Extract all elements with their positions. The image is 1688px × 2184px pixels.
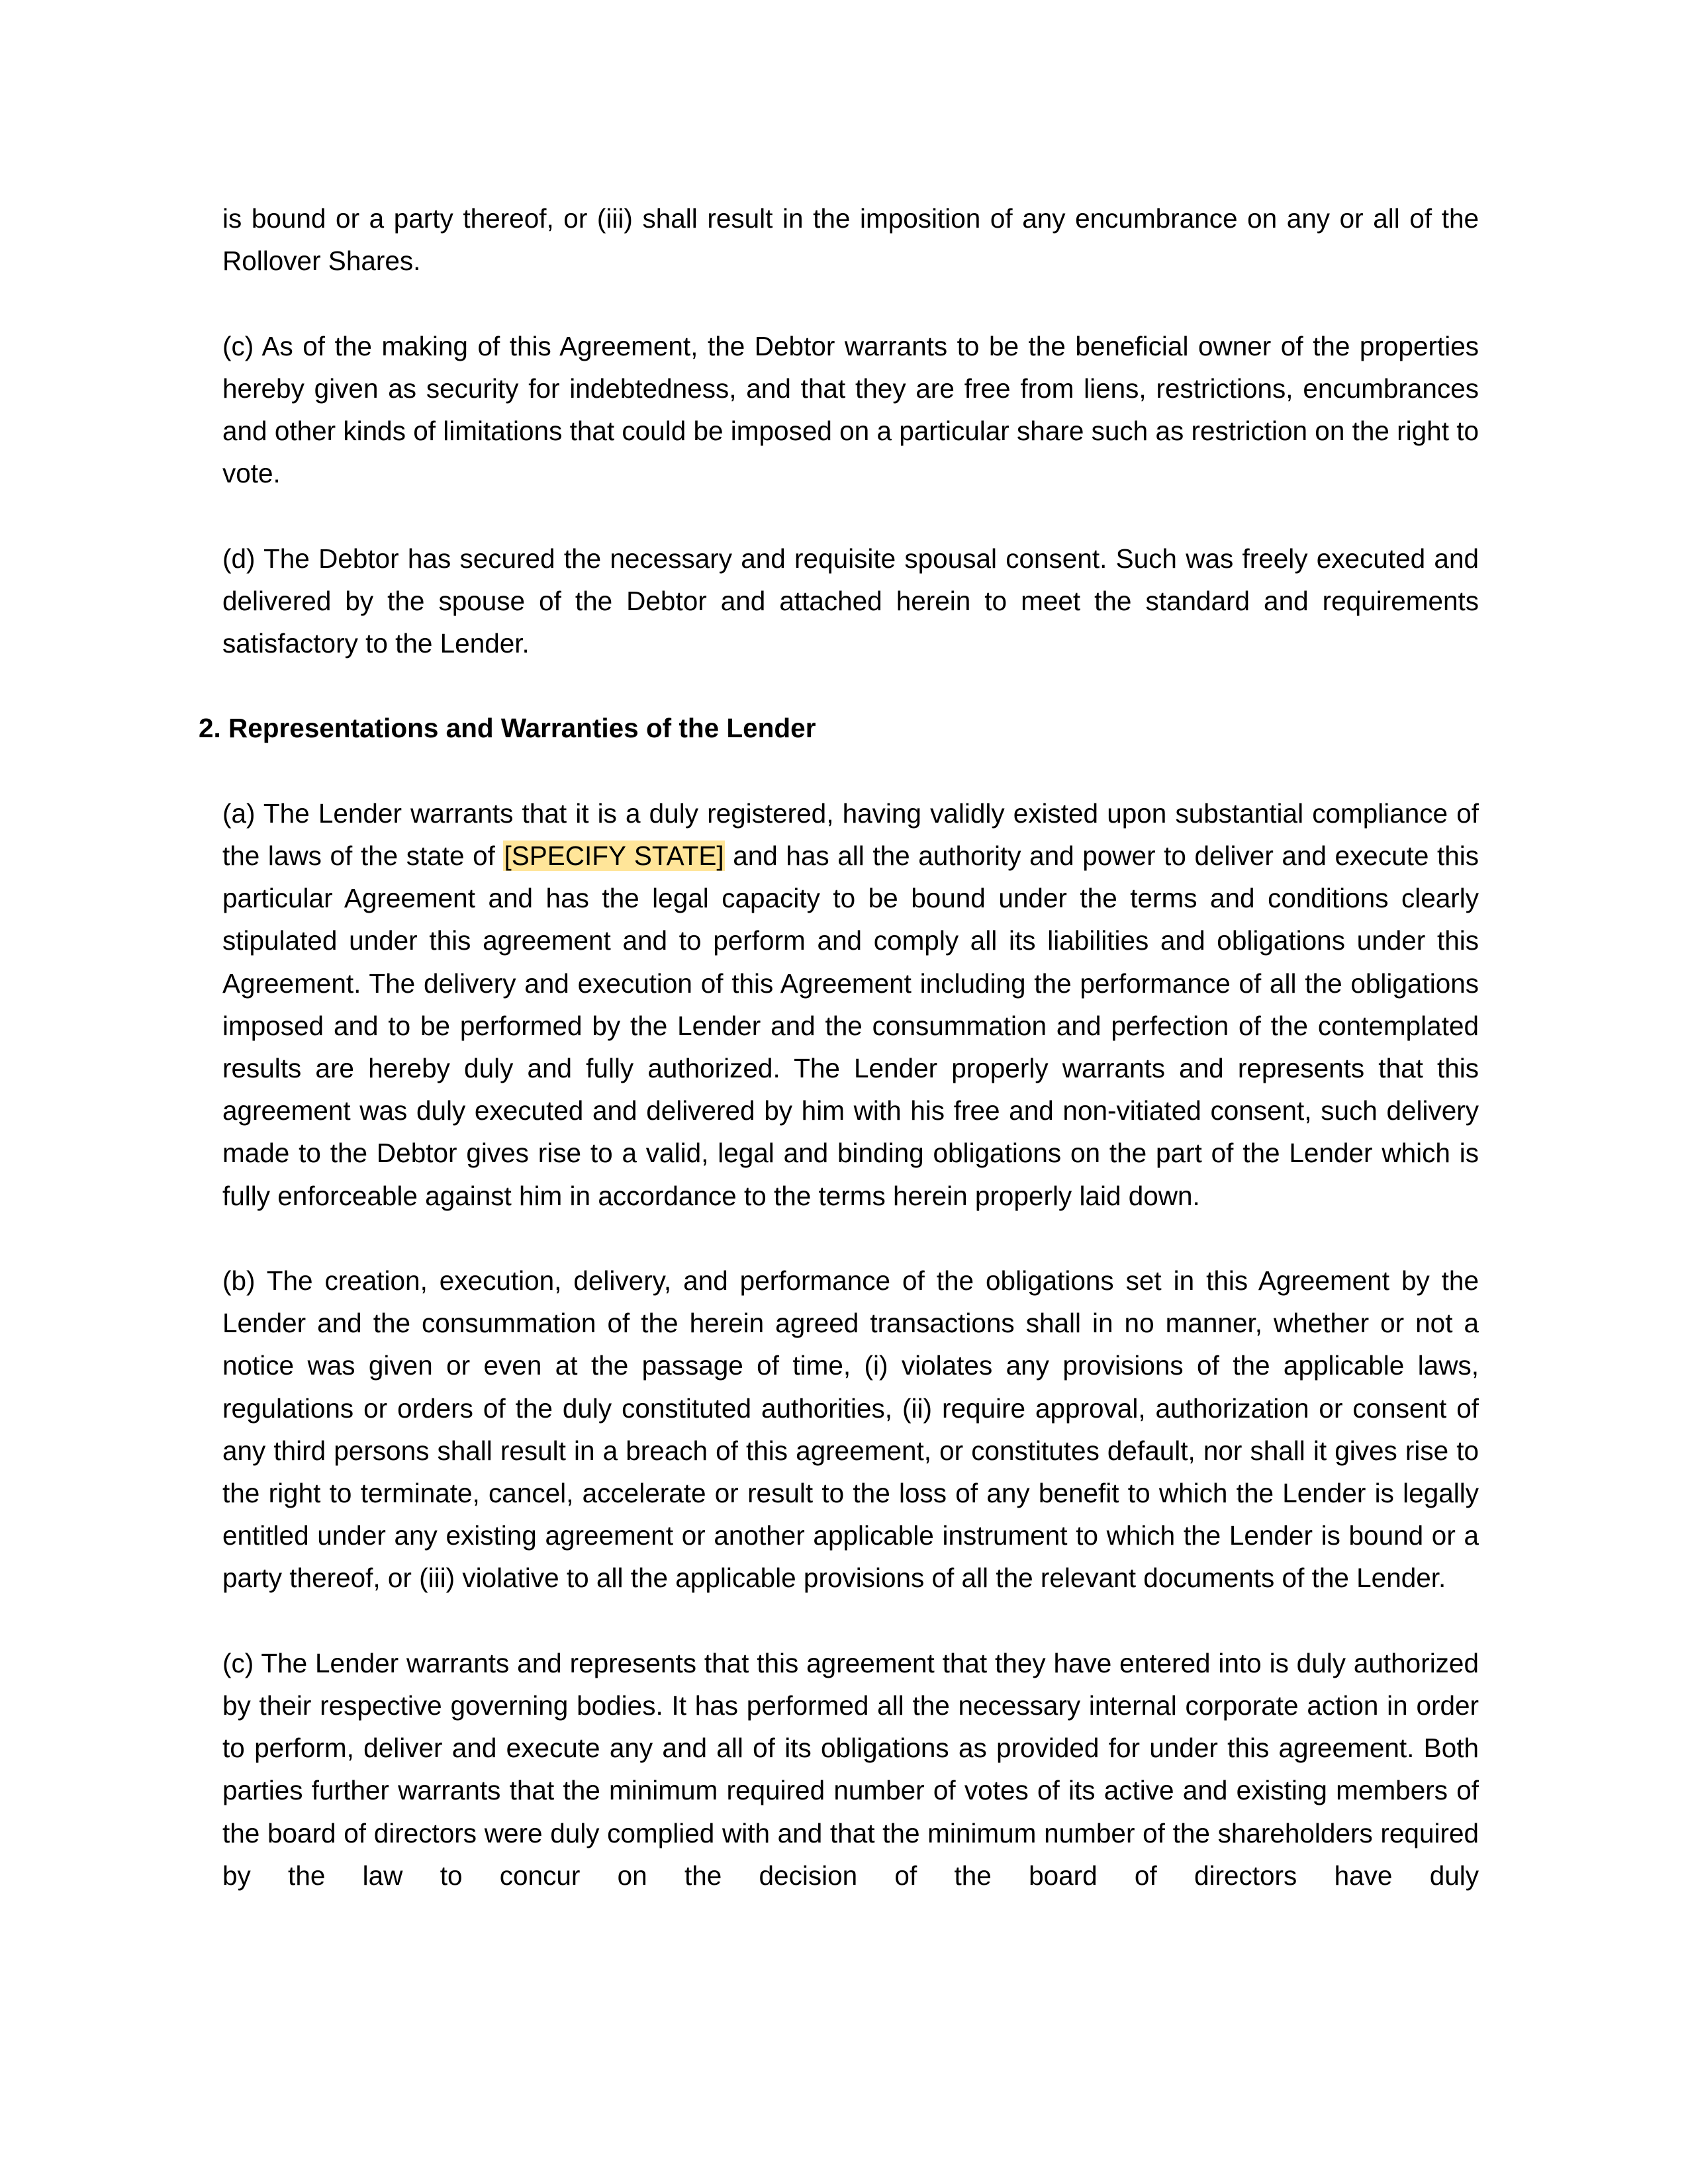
- specify-state-placeholder: [SPECIFY STATE]: [504, 840, 724, 871]
- paragraph-continuation: is bound or a party thereof, or (iii) shall result in the imposition of any encumbrance on any or all of the Rollover Shares.: [222, 203, 1479, 277]
- paragraph-2a-text-start: (a) The Lender warrants that it is a duly registered, having validly existed upon substantial compliance of the laws of the state of: [222, 797, 1479, 871]
- paragraph-2b: (b) The creation, execution, delivery, and performance of the obligations set in this Agreement by the Lender and the consummation of the herein agreed transactions shall in no manner, whether or not a notice was given or even at the passage of time, (i) violates any provisions of the applicable laws, regulations or orders of the duly constituted authorities, (ii) require approval, authorization or consent of any third persons shall result in a breach of this agreement, or constitutes default, nor shall it gives rise to the right to terminate, cancel, accelerate or result to the loss of any benefit to which the Lender is legally entitled under any existing agreement or another applicable instrument to which the Lender is bound or a party thereof, or (iii) violative to all the applicable provisions of all the relevant documents of the Lender.: [222, 1265, 1479, 1594]
- paragraph-1d: (d) The Debtor has secured the necessary and requisite spousal consent. Such was freely executed and delivered by the spouse of the Debtor and attached herein to meet the standard and requirements satisfactory to the Lender.: [222, 543, 1479, 659]
- paragraph-1c: (c) As of the making of this Agreement, the Debtor warrants to be the beneficial owner of the properties hereby given as security for indebtedness, and that they are free from liens, restrictions, encumbrances and other kinds of limitations that could be imposed on a particular share such as restriction on the right to vote.: [222, 330, 1479, 489]
- paragraph-2a: [222, 792, 1479, 1217]
- paragraph-2c: (c) The Lender warrants and represents that this agreement that they have entered into is duly authorized by their respective governing bodies. It has performed all the necessary internal corporate action in order to perform, deliver and execute any and all of its obligations as provided for under this agreement. Both parties further warrants that the minimum required number of votes of its active and existing members of the board of directors were duly complied with and that the minimum number of the shareholders required by the law to concur on the decision of the board of directors have duly: [222, 1647, 1479, 1891]
- paragraph-2a-text-end: and has all the authority and power to deliver and execute this particular Agreement and has the legal capacity to be bound under the terms and conditions clearly stipulated under this agreement and to perform and comply all its liabilities and obligations under this Agreement. The delivery and execution of this Agreement including the performance of all the obligations imposed and to be performed by the Lender and the consummation and perfection of the contemplated results are hereby duly and fully authorized. The Lender properly warrants and represents that this agreement was duly executed and delivered by him with his free and non-vitiated consent, such delivery made to the Debtor gives rise to a valid, legal and binding obligations on the part of the Lender which is fully enforceable against him in accordance to the terms herein properly laid down.: [222, 840, 1479, 1211]
- section-heading-2: 2. Representations and Warranties of the Lender: [199, 713, 816, 744]
- document-body: [199, 197, 1479, 1939]
